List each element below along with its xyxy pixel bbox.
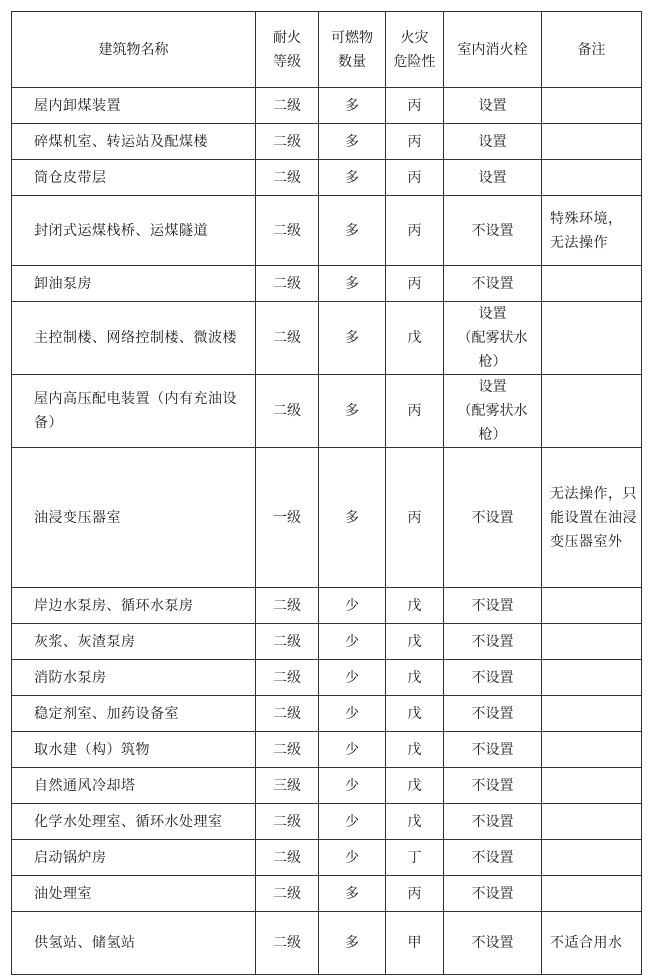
fire-hazard-cell: 丙 [386,448,444,588]
table-row [12,302,642,375]
indoor-hydrant-cell: 设置 [444,124,542,160]
building-name-cell: 启动锅炉房 [12,840,256,876]
remarks-cell [542,804,642,840]
header-row [12,12,642,88]
fire-resistance-grade-cell: 一级 [256,448,319,588]
building-name-cell: 取水建（构）筑物 [12,732,256,768]
table-row [12,768,642,804]
remarks-cell [542,660,642,696]
remarks-cell: 无法操作，只能设置在油浸变压器室外 [542,448,642,588]
indoor-hydrant-cell: 不设置 [444,266,542,302]
combustible-amount-cell: 多 [319,302,386,375]
combustible-amount-cell: 少 [319,660,386,696]
remarks-cell: 不适合用水 [542,912,642,975]
building-name-cell: 封闭式运煤栈桥、运煤隧道 [12,196,256,266]
header-fire-resistance-grade: 耐火 等级 [256,12,319,88]
fire-hazard-cell: 戊 [386,624,444,660]
fire-resistance-grade-cell: 二级 [256,588,319,624]
indoor-hydrant-cell: 不设置 [444,768,542,804]
combustible-amount-cell: 少 [319,696,386,732]
fire-hazard-cell: 戊 [386,696,444,732]
building-name-cell: 碎煤机室、转运站及配煤楼 [12,124,256,160]
remarks-cell [542,696,642,732]
remarks-cell [542,302,642,375]
building-name-cell: 筒仓皮带层 [12,160,256,196]
remarks-cell: 特殊环境， 无法操作 [542,196,642,266]
remarks-cell [542,160,642,196]
indoor-hydrant-cell: 设置 （配雾状水枪） [444,375,542,448]
building-name-cell: 卸油泵房 [12,266,256,302]
remarks-cell [542,876,642,912]
building-fire-table [11,11,642,975]
fire-resistance-grade-cell: 二级 [256,196,319,266]
table-row [12,732,642,768]
remarks-cell [542,840,642,876]
table-row [12,696,642,732]
table-row [12,912,642,975]
table-row [12,196,642,266]
fire-resistance-grade-cell: 二级 [256,302,319,375]
fire-hazard-cell: 丙 [386,124,444,160]
indoor-hydrant-cell: 设置 [444,88,542,124]
fire-hazard-cell: 戊 [386,588,444,624]
building-name-cell: 主控制楼、网络控制楼、微波楼 [12,302,256,375]
fire-hazard-cell: 丁 [386,840,444,876]
indoor-hydrant-cell: 不设置 [444,912,542,975]
building-name-cell: 油浸变压器室 [12,448,256,588]
remarks-cell [542,588,642,624]
indoor-hydrant-cell: 不设置 [444,696,542,732]
table-row [12,88,642,124]
combustible-amount-cell: 少 [319,732,386,768]
building-name-cell: 油处理室 [12,876,256,912]
indoor-hydrant-cell: 不设置 [444,196,542,266]
combustible-amount-cell: 少 [319,840,386,876]
fire-resistance-grade-cell: 二级 [256,912,319,975]
header-remarks: 备注 [542,12,642,88]
building-name-cell: 岸边水泵房、循环水泵房 [12,588,256,624]
fire-resistance-grade-cell: 二级 [256,266,319,302]
fire-resistance-grade-cell: 二级 [256,160,319,196]
combustible-amount-cell: 少 [319,588,386,624]
fire-hazard-cell: 戊 [386,732,444,768]
combustible-amount-cell: 少 [319,624,386,660]
combustible-amount-cell: 多 [319,196,386,266]
header-fire-hazard: 火灾 危险性 [386,12,444,88]
fire-resistance-grade-cell: 二级 [256,660,319,696]
indoor-hydrant-cell: 设置 （配雾状水枪） [444,302,542,375]
remarks-cell [542,624,642,660]
combustible-amount-cell: 多 [319,912,386,975]
fire-hazard-cell: 戊 [386,768,444,804]
fire-resistance-grade-cell: 二级 [256,124,319,160]
fire-hazard-cell: 丙 [386,266,444,302]
building-name-cell: 自然通风冷却塔 [12,768,256,804]
combustible-amount-cell: 多 [319,160,386,196]
table-row [12,624,642,660]
combustible-amount-cell: 多 [319,448,386,588]
table-row [12,840,642,876]
fire-resistance-grade-cell: 三级 [256,768,319,804]
fire-hazard-cell: 戊 [386,302,444,375]
indoor-hydrant-cell: 不设置 [444,588,542,624]
building-name-cell: 消防水泵房 [12,660,256,696]
fire-resistance-grade-cell: 二级 [256,375,319,448]
fire-hazard-cell: 戊 [386,660,444,696]
header-indoor-hydrant: 室内消火栓 [444,12,542,88]
remarks-cell [542,375,642,448]
indoor-hydrant-cell: 不设置 [444,732,542,768]
combustible-amount-cell: 多 [319,266,386,302]
combustible-amount-cell: 多 [319,375,386,448]
remarks-cell [542,266,642,302]
combustible-amount-cell: 多 [319,876,386,912]
building-name-cell: 稳定剂室、加药设备室 [12,696,256,732]
table-row [12,124,642,160]
header-combustible-amount: 可燃物 数量 [319,12,386,88]
table-row [12,448,642,588]
fire-resistance-grade-cell: 二级 [256,840,319,876]
table-row [12,375,642,448]
fire-resistance-grade-cell: 二级 [256,88,319,124]
fire-resistance-grade-cell: 二级 [256,732,319,768]
building-name-cell: 屋内高压配电装置（内有充油设备） [12,375,256,448]
indoor-hydrant-cell: 设置 [444,160,542,196]
building-name-cell: 供氢站、储氢站 [12,912,256,975]
remarks-cell [542,124,642,160]
fire-hazard-cell: 丙 [386,160,444,196]
fire-hazard-cell: 丙 [386,196,444,266]
fire-hazard-cell: 戊 [386,804,444,840]
building-name-cell: 灰浆、灰渣泵房 [12,624,256,660]
indoor-hydrant-cell: 不设置 [444,448,542,588]
combustible-amount-cell: 多 [319,124,386,160]
remarks-cell [542,88,642,124]
fire-resistance-grade-cell: 二级 [256,804,319,840]
table-row [12,876,642,912]
remarks-cell [542,768,642,804]
fire-resistance-grade-cell: 二级 [256,696,319,732]
indoor-hydrant-cell: 不设置 [444,840,542,876]
combustible-amount-cell: 多 [319,88,386,124]
combustible-amount-cell: 少 [319,768,386,804]
building-name-cell: 屋内卸煤装置 [12,88,256,124]
header-building-name: 建筑物名称 [12,12,256,88]
building-name-cell: 化学水处理室、循环水处理室 [12,804,256,840]
indoor-hydrant-cell: 不设置 [444,660,542,696]
indoor-hydrant-cell: 不设置 [444,876,542,912]
fire-hazard-cell: 丙 [386,88,444,124]
fire-resistance-grade-cell: 二级 [256,876,319,912]
indoor-hydrant-cell: 不设置 [444,624,542,660]
table-row [12,588,642,624]
remarks-cell [542,732,642,768]
table-row [12,266,642,302]
combustible-amount-cell: 少 [319,804,386,840]
fire-resistance-grade-cell: 二级 [256,624,319,660]
fire-hazard-cell: 丙 [386,375,444,448]
fire-hazard-cell: 甲 [386,912,444,975]
table-row [12,160,642,196]
table-row [12,804,642,840]
table-row [12,660,642,696]
fire-hazard-cell: 丙 [386,876,444,912]
indoor-hydrant-cell: 不设置 [444,804,542,840]
